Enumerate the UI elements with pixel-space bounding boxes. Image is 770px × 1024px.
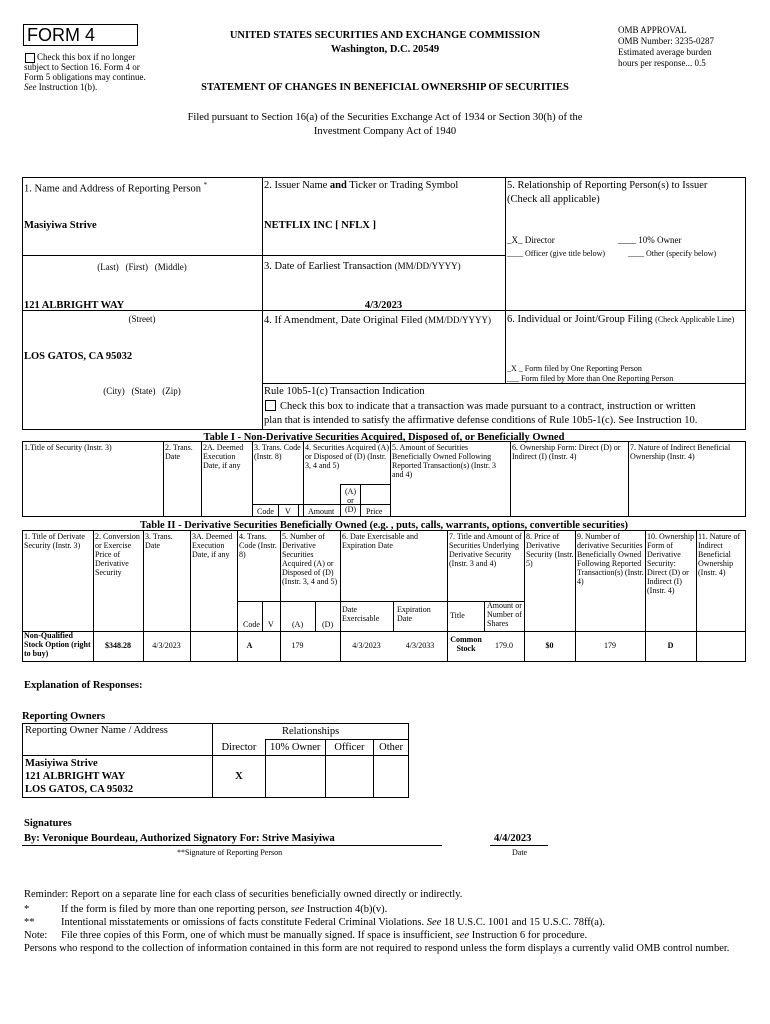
t2-row-code: A [246,641,253,650]
signature-by: By: Veronique Bourdeau, Authorized Signatory For: Strive Masiyiwa [24,833,335,844]
rule-10b5-text: Check this box to indicate that a transaction was made pursuant to a contract, instruction or written plan that is intended to satisfy the affirmative defense conditions of Rule 10b5-1(c). See Instruction 10. [264,401,698,426]
t2-row-form: D [667,641,674,650]
owner-col-ten-pct: 10% Owner [265,740,325,756]
table2-title: Table II - Derivative Securities Beneficially Owned (e.g. , puts, calls, warrants, options, convertible securities) [139,520,629,531]
box4-label: 4. If Amendment, Date Original Filed (MM/DD/YYYY) [264,315,491,326]
box6-label: 6. Individual or Joint/Group Filing (Check Applicable Line) [507,314,735,325]
t2-row-date: 4/3/2023 [152,641,181,650]
t1-col7: 7. Nature of Indirect Beneficial Ownership (Instr. 4) [630,443,731,461]
box3-label: 3. Date of Earliest Transaction (MM/DD/YYYY) [264,261,461,272]
owner-col-officer: Officer [325,740,373,756]
t2-row-deriv-price: $0 [545,641,554,650]
t2-row-price: $348.28 [105,641,131,650]
t2-row-und-title: Common Stock [450,635,482,653]
owner-director-mark: X [213,756,266,798]
box2-label: 2. Issuer Name and Ticker or Trading Symbol [264,180,459,191]
t1-sub-aord: (A) or (D) [344,487,357,514]
t2-col7: 7. Title and Amount of Securities Underlying Derivative Security (Instr. 3 and 4) [449,532,522,568]
owner-col-name: Reporting Owner Name / Address [23,724,213,756]
t1-sub-amount: Amount [308,507,335,516]
form-title: FORM 4 [27,25,96,45]
multi-person-option: ___ Form filed by More than One Reporting Person [507,374,674,383]
one-person-option: _X _ Form filed by One Reporting Person [507,364,642,373]
footer-star2: ** Intentional misstatements or omissions of facts constitute Federal Criminal Violations. See 18 U.S.C. 1001 and 15 U.S.C. 78ff(a). [24,917,606,928]
t2-col6: 6. Date Exercisable and Expiration Date [342,532,418,550]
explanation-label: Explanation of Responses: [24,680,143,691]
owner-name-address: Masiyiwa Strive 121 ALBRIGHT WAY LOS GATOS, CA 95032 [23,756,213,798]
t2-col3a: 3A. Deemed Execution Date, if any [192,532,233,559]
t1-sub-price: Price [366,507,383,516]
t2-sub-title: Title [450,611,465,620]
t2-row-exercisable: 4/3/2023 [352,641,381,650]
footer-note: Note: File three copies of this Form, one of which must be manually signed. If space is insufficient, see Instruction 6 for procedure. [24,930,588,941]
footer-reminder: Reminder: Report on a separate line for each class of securities beneficially owned directly or indirectly. [24,889,463,900]
reporting-person-street: 121 ALBRIGHT WAY [24,300,125,311]
t2-row-title: Non-Qualified Stock Option (right to buy) [24,631,91,658]
t2-row-owned: 179 [604,641,616,650]
commission-title: UNITED STATES SECURITIES AND EXCHANGE COMMISSION [229,30,541,41]
t2-row-a: 179 [291,641,304,650]
officer-option: ____ Officer (give title below) [507,249,606,258]
t1-sub-v: V [285,507,291,516]
t2-col5: 5. Number of Derivative Securities Acquired (A) or Disposed of (D) (Instr. 3, 4 and 5) [282,532,338,586]
t1-col2: 2. Trans. Date [165,443,193,461]
date-label: Date [512,848,528,857]
t2-sub-amount: Amount or Number of Shares [487,601,522,628]
t2-col10: 10. Ownership Form of Derivative Security: Direct (D) or Indirect (I) (Instr. 4) [647,532,695,595]
t2-sub-code: Code [243,620,260,629]
issuer-name: NETFLIX INC [ NFLX ] [264,220,377,231]
street-label: (Street) [128,314,156,324]
t1-col4: 4. Securities Acquired (A) or Disposed of (D) (Instr. 3, 4 and 5) [305,443,389,470]
commission-city: Washington, D.C. 20549 [330,44,440,55]
t1-col2a: 2A. Deemed Execution Date, if any [203,443,244,470]
t2-sub-a: (A) [292,620,304,629]
filed-pursuant: Filed pursuant to Section 16(a) of the Securities Exchange Act of 1934 or Section 30(h) of the Investment Company Act of 1940 [187,112,583,137]
rule-10b5-title: Rule 10b5-1(c) Transaction Indication [264,386,425,397]
t2-col8: 8. Price of Derivative Security (Instr. 5) [526,532,574,568]
reporting-person-city: LOS GATOS, CA 95032 [24,351,133,362]
t1-col1: 1.Title of Security (Instr. 3) [24,443,112,452]
t2-sub-expiration: Expiration Date [397,605,431,623]
owner-col-other: Other [374,740,409,756]
table1-title: Table I - Non-Derivative Securities Acquired, Disposed of, or Beneficially Owned [203,432,565,443]
t2-col1: 1. Title of Derivate Security (Instr. 3) [24,532,85,550]
t2-col3: 3. Trans. Date [145,532,173,550]
owner-col-relationships: Relationships [213,724,409,740]
t1-col6: 6. Ownership Form: Direct (D) or Indirect (I) (Instr. 4) [512,443,621,461]
t2-row-expiration: 4/3/2033 [405,641,435,650]
footer-persons: Persons who respond to the collection of information contained in this form are not required to respond unless the form displays a currently valid OMB control number. [24,943,730,954]
t2-col4: 4. Trans. Code (Instr. 8) [239,532,277,559]
reporting-owners-heading: Reporting Owners [22,711,106,722]
signatures-heading: Signatures [24,818,72,829]
name-parts-label: (Last) (First) (Middle) [97,262,187,272]
reporting-owners-table [22,723,409,798]
t1-col3: 3. Trans. Code (Instr. 8) [254,443,301,461]
statement-title: STATEMENT OF CHANGES IN BENEFICIAL OWNERSHIP OF SECURITIES [201,82,569,93]
ten-pct-owner-option: ____ 10% Owner [618,235,682,245]
signature-date: 4/4/2023 [494,833,532,844]
t2-col11: 11. Nature of Indirect Beneficial Ownership (Instr. 4) [698,532,741,577]
other-option: ____ Other (specify below) [628,249,717,258]
omb-approval: OMB APPROVAL OMB Number: 3235-0287 Estimated average burden hours per response... 0.5 [618,25,714,68]
t2-sub-d: (D) [322,620,334,629]
city-label: (City) (State) (Zip) [103,386,181,396]
owner-col-director: Director [213,740,266,756]
reporting-person-name: Masiyiwa Strive [24,220,97,231]
t2-col9: 9. Number of derivative Securities Beneficially Owned Following Reported Transaction(s) (Instr. 4) [577,532,644,586]
section16-text: Check this box if no longer subject to Section 16. Form 4 or Form 5 obligations may continue. See Instruction 1(b). [24,52,146,92]
director-option: _X_ Director [507,235,555,245]
box5-label: 5. Relationship of Reporting Person(s) to Issuer (Check all applicable) [507,180,708,205]
t2-sub-exercisable: Date Exercisable [342,605,380,623]
t1-col5: 5. Amount of Securities Beneficially Owned Following Reported Transaction(s) (Instr. 3 and 4) [392,443,496,479]
signature-label: **Signature of Reporting Person [177,848,283,857]
t2-col2: 2. Conversion or Exercise Price of Derivative Security [95,532,140,577]
t2-sub-v: V [268,620,274,629]
footer-star1: * If the form is filed by more than one reporting person, see Instruction 4(b)(v). [24,904,388,915]
box1-label: 1. Name and Address of Reporting Person * [24,181,208,195]
t2-row-und-amount: 179.0 [495,641,513,650]
earliest-transaction-date: 4/3/2023 [364,300,403,311]
t1-sub-code: Code [257,507,274,516]
